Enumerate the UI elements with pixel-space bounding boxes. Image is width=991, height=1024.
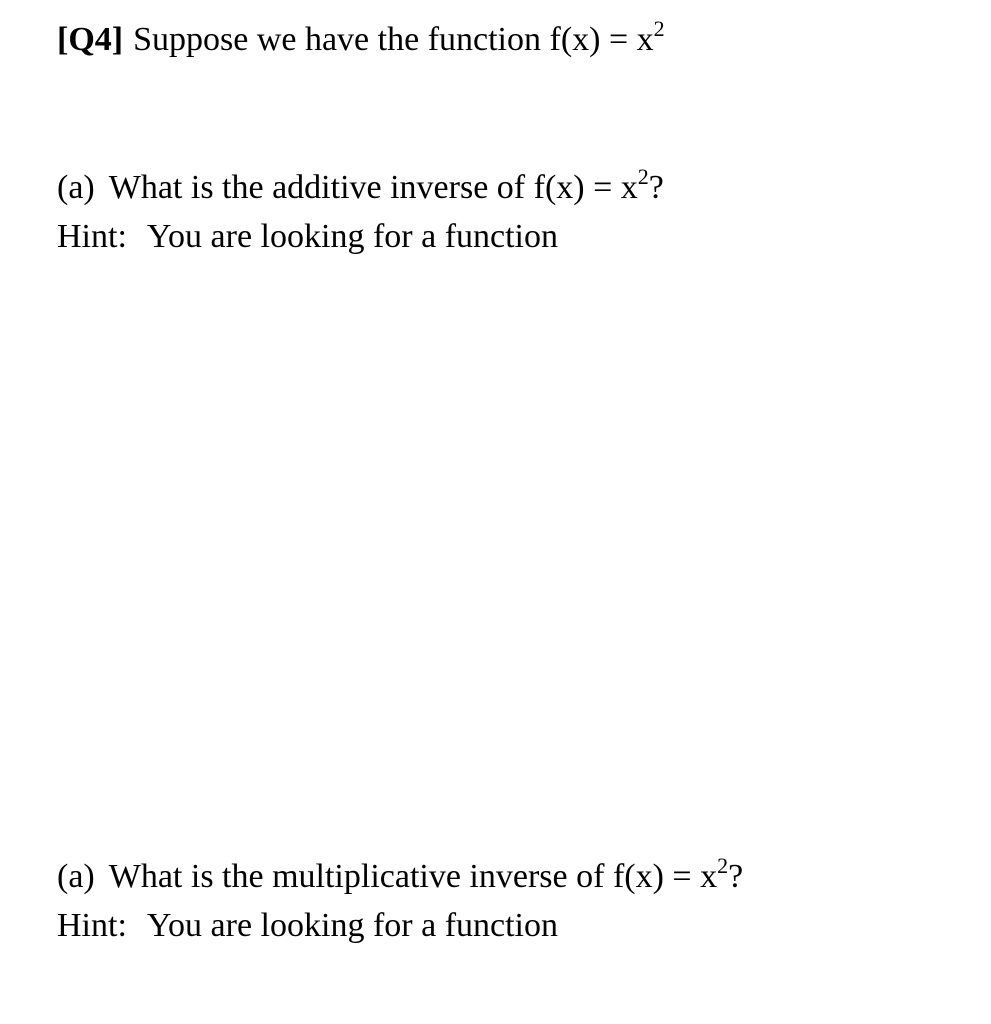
hint-text: You are looking for a function (146, 218, 558, 255)
hint-label: Hint: (57, 907, 127, 944)
hint-text: You are looking for a function (146, 907, 558, 944)
question-label: [Q4] (57, 21, 124, 58)
part-suffix: ? (728, 858, 744, 895)
hint-multiplicative-inverse (57, 906, 558, 946)
question-exponent: 2 (653, 16, 665, 41)
part-multiplicative-inverse (57, 853, 744, 897)
hint-additive-inverse (57, 217, 558, 257)
part-additive-inverse (57, 164, 664, 208)
part-suffix: ? (648, 169, 664, 206)
hint-label: Hint: (57, 218, 127, 255)
part-exponent: 2 (717, 853, 729, 878)
question-text: Suppose we have the function f(x) = x (133, 21, 654, 58)
question-title (57, 16, 665, 60)
part-exponent: 2 (637, 164, 649, 189)
part-label: (a) (57, 858, 95, 895)
part-label: (a) (57, 169, 95, 206)
part-text: What is the additive inverse of f(x) = x (108, 169, 638, 206)
part-text: What is the multiplicative inverse of f(x) = x (108, 858, 718, 895)
